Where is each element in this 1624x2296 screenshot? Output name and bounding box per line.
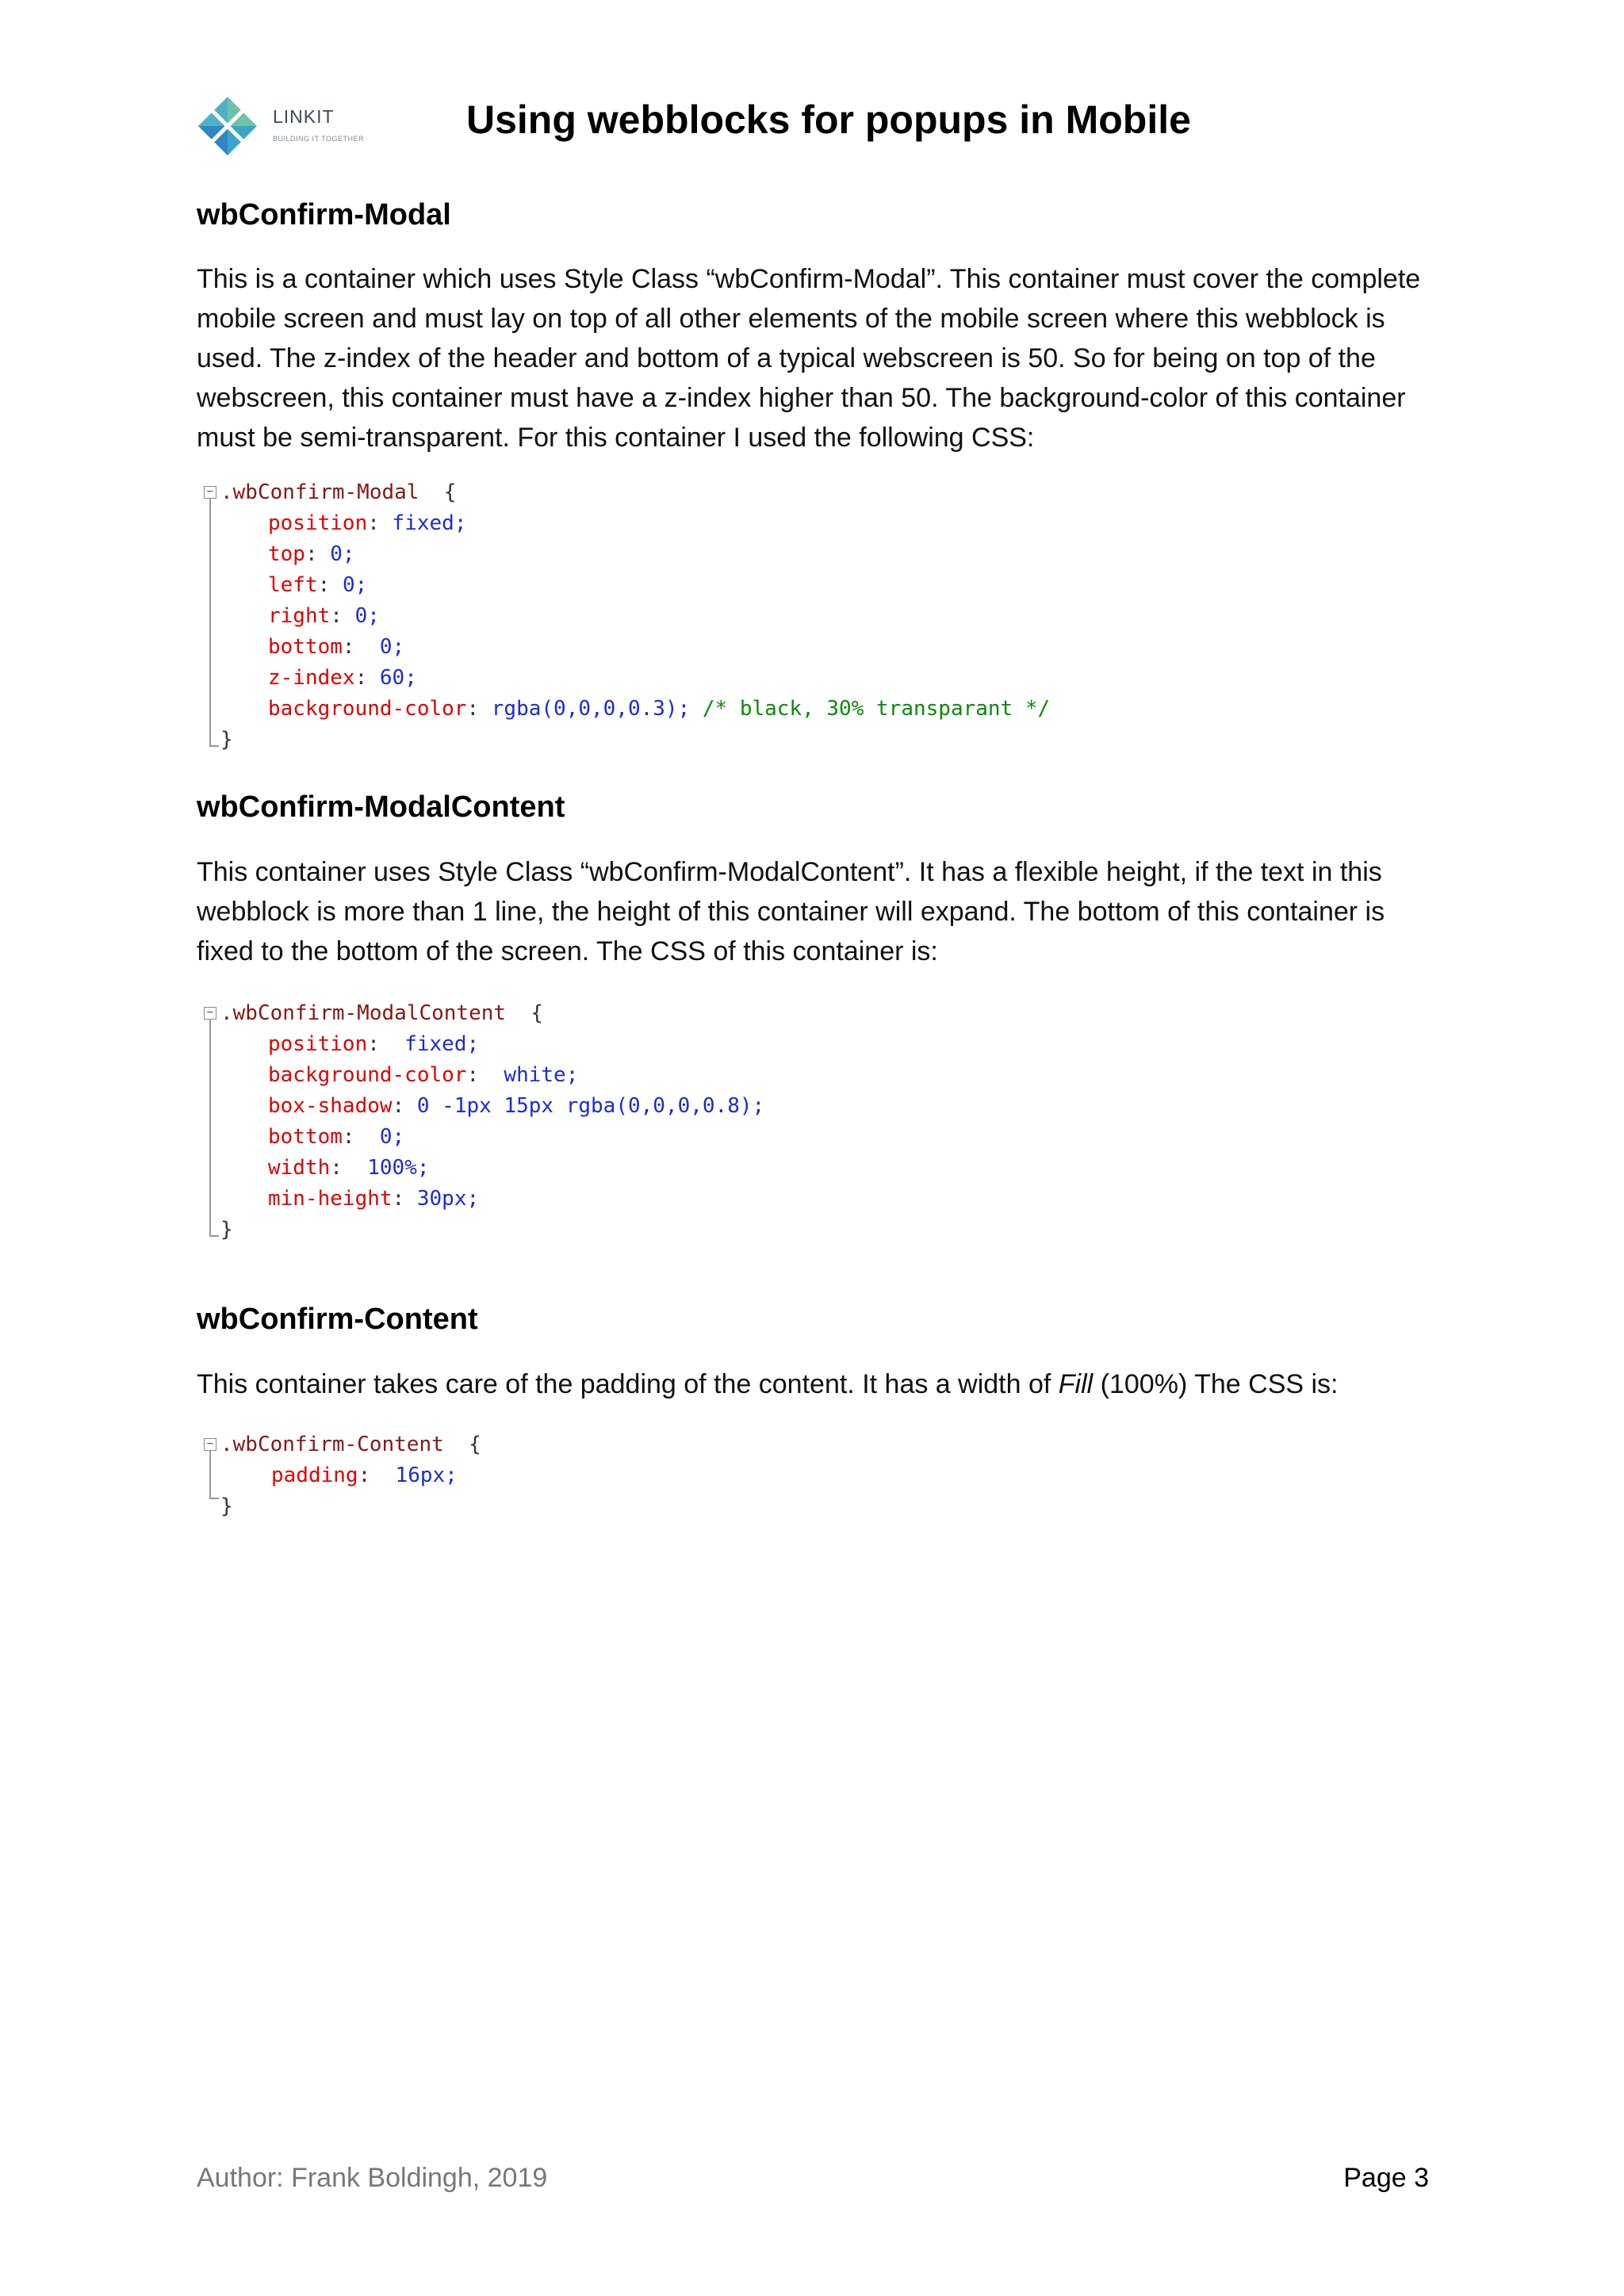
logo-tagline: BUILDING IT TOGETHER bbox=[273, 135, 365, 143]
css-property-line: right: 0; bbox=[268, 604, 380, 628]
css-property-line: left: 0; bbox=[268, 573, 368, 597]
linkit-logo bbox=[195, 94, 401, 162]
logo-name: LINKIT bbox=[273, 106, 335, 127]
css-selector: .wbConfirm-Content bbox=[220, 1433, 444, 1456]
css-property-line: bottom: 0; bbox=[268, 1125, 405, 1149]
css-property-line: background-color: rgba(0,0,0,0.3); /* black, 30% transparant */ bbox=[268, 697, 1051, 721]
css-property-line: padding: 16px; bbox=[271, 1464, 458, 1487]
linkit-logo-icon bbox=[195, 94, 260, 159]
paragraph-wbconfirm-modal: This is a container which uses Style Class “wbConfirm-Modal”. This container must cover the complete mobile screen and must lay on top of all other elements of the mobile screen where this webblock is used. The z-index of the header and bottom of a typical webscreen is 50. So for being on top of the webscreen, this container must have a z-index higher than 50. The background-color of this container must be semi-transparent. For this container I used the following CSS: bbox=[197, 264, 1421, 453]
heading-wbconfirm-content: wbConfirm-Content bbox=[197, 1303, 478, 1336]
document-title: Using webblocks for popups in Mobile bbox=[466, 98, 1191, 142]
collapse-icon[interactable]: − bbox=[204, 1007, 216, 1020]
code-block-wbconfirm-modalcontent: − .wbConfirm-ModalContent { position: fixed; background-color: white; box-shadow: 0 -1px 15px rgba(0,0,0,0.8); bottom: 0; width: 100%; min-height: 30px; } bbox=[201, 998, 1391, 1256]
css-property-line: z-index: 60; bbox=[268, 666, 417, 690]
footer-page-number: Page 3 bbox=[1343, 2163, 1429, 2193]
code-block-wbconfirm-content: − .wbConfirm-Content { padding: 16px; } bbox=[201, 1429, 1391, 1533]
css-property-line: position: fixed; bbox=[268, 1032, 480, 1056]
css-property-line: top: 0; bbox=[268, 542, 355, 566]
heading-wbconfirm-modal: wbConfirm-Modal bbox=[197, 198, 451, 232]
code-block-wbconfirm-modal: − .wbConfirm-Modal { position: fixed; top: 0; left: 0; right: 0; bottom: 0; z-index: 60; background-color: rgba(0,0,0,0.3); /* black, 30% transparant */ } bbox=[201, 477, 1391, 763]
css-property-line: background-color: white; bbox=[268, 1063, 579, 1087]
collapse-icon[interactable]: − bbox=[204, 1438, 216, 1451]
heading-wbconfirm-modalcontent: wbConfirm-ModalContent bbox=[197, 790, 565, 824]
paragraph-wbconfirm-content: This container takes care of the padding of the content. It has a width of Fill (100%) The CSS is: bbox=[197, 1369, 1339, 1399]
css-selector: .wbConfirm-Modal bbox=[220, 480, 419, 504]
css-property-line: min-height: 30px; bbox=[268, 1187, 480, 1211]
css-property-line: position: fixed; bbox=[268, 511, 467, 535]
css-comment: /* black, 30% transparant */ bbox=[702, 697, 1051, 721]
footer-author: Author: Frank Boldingh, 2019 bbox=[197, 2163, 548, 2193]
css-property-line: box-shadow: 0 -1px 15px rgba(0,0,0,0.8); bbox=[268, 1094, 765, 1118]
collapse-icon[interactable]: − bbox=[204, 486, 216, 499]
css-selector: .wbConfirm-ModalContent bbox=[220, 1001, 507, 1025]
css-property-line: width: 100%; bbox=[268, 1156, 430, 1180]
paragraph-wbconfirm-modalcontent: This container uses Style Class “wbConfirm-ModalContent”. It has a flexible height, if the text in this webblock is more than 1 line, the height of this container will expand. The bottom of this container is fixed to the bottom of the screen. The CSS of this container is: bbox=[197, 857, 1385, 966]
css-property-line: bottom: 0; bbox=[268, 635, 405, 659]
